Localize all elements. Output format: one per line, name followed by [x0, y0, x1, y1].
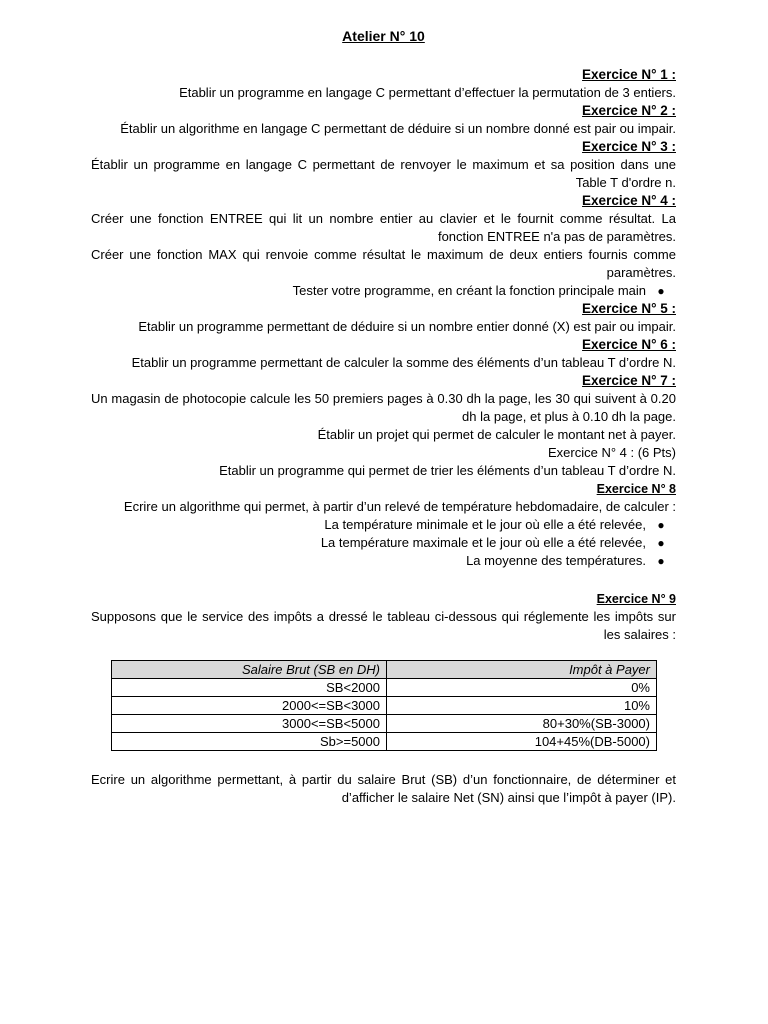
exercise-6-text: Etablir un programme permettant de calculer la somme des éléments d’un tableau T d’ordre N.: [131, 355, 676, 370]
header-tax: Impôt à Payer: [387, 661, 657, 679]
exercise-4-heading: Exercice N° 4 :: [582, 193, 676, 208]
exercise-7-heading: Exercice N° 7 :: [582, 373, 676, 388]
exercise-7-line-2: Établir un projet qui permet de calculer le montant net à payer.: [317, 427, 676, 442]
exercise-4-text-1: Créer une fonction ENTREE qui lit un nombre entier au clavier et le fournit comme résultat. La fonction ENTREE n'a pas de paramètres.: [91, 211, 676, 244]
exercise-8-heading: Exercice N° 8: [596, 482, 676, 496]
exercise-4b-text: Etablir un programme qui permet de trier les éléments d’un tableau T d’ordre N.: [219, 463, 676, 478]
salary-cell: SB<2000: [112, 679, 387, 697]
table-row: [112, 733, 657, 751]
bullet-text: La moyenne des températures.: [466, 553, 646, 568]
bullet-text: La température maximale et le jour où elle a été relevée,: [320, 535, 646, 550]
exercise-9-intro: Supposons que le service des impôts a dressé le tableau ci-dessous qui réglemente les impôts sur les salaires :: [91, 609, 676, 642]
bullet-icon: ●: [657, 518, 665, 532]
exercise-4-text-2: Créer une fonction MAX qui renvoie comme résultat le maximum de deux entiers fournis comme paramètres.: [91, 247, 676, 280]
table-row: [112, 679, 657, 697]
table-row: [112, 697, 657, 715]
exercise-8-bullet-2: [91, 534, 676, 552]
document-page: [91, 24, 676, 807]
table-row: [112, 715, 657, 733]
header-salary: Salaire Brut (SB en DH): [112, 661, 387, 679]
tax-table: [111, 660, 657, 751]
salary-cell: 3000<=SB<5000: [112, 715, 387, 733]
exercise-8-bullet-1: [91, 516, 676, 534]
exercise-8-text: Ecrire un algorithme qui permet, à partir d’un relevé de température hebdomadaire, de calculer :: [123, 499, 676, 514]
exercise-6-heading: Exercice N° 6 :: [582, 337, 676, 352]
salary-cell: 2000<=SB<3000: [112, 697, 387, 715]
tax-cell: 0%: [387, 679, 657, 697]
exercise-2-text: Établir un algorithme en langage C permettant de déduire si un nombre donné est pair ou impair.: [120, 121, 676, 136]
bullet-icon: ●: [657, 284, 665, 298]
exercise-3-heading: Exercice N° 3 :: [582, 139, 676, 154]
exercise-5-text: Etablir un programme permettant de déduire si un nombre entier donné (X) est pair ou impair.: [138, 319, 676, 334]
exercise-4-bullet: [91, 282, 676, 300]
exercise-9-heading: Exercice N° 9: [596, 592, 676, 606]
exercise-8-bullet-3: [91, 552, 676, 570]
bullet-icon: ●: [657, 554, 665, 568]
tax-table-header-row: [112, 661, 657, 679]
bullet-icon: ●: [657, 536, 665, 550]
exercise-3-text: Établir un programme en langage C permettant de renvoyer le maximum et sa position dans une Table T d'ordre n.: [91, 157, 676, 190]
tax-cell: 10%: [387, 697, 657, 715]
exercise-1-text: Etablir un programme en langage C permettant d’effectuer la permutation de 3 entiers.: [179, 85, 676, 100]
exercise-2-heading: Exercice N° 2 :: [582, 103, 676, 118]
bullet-text: La température minimale et le jour où elle a été relevée,: [324, 517, 646, 532]
page-title: Atelier N° 10: [342, 28, 425, 44]
exercise-1-heading: Exercice N° 1 :: [582, 67, 676, 82]
exercise-7-text: Un magasin de photocopie calcule les 50 premiers pages à 0.30 dh la page, les 30 qui suivent à 0.20 dh la page, et plus à 0.10 dh la page.: [91, 391, 676, 424]
exercise-9-outro: Ecrire un algorithme permettant, à partir du salaire Brut (SB) d’un fonctionnaire, de déterminer et d’afficher le salaire Net (SN) ainsi que l’impôt à payer (IP).: [91, 772, 676, 805]
bullet-text: Tester votre programme, en créant la fonction principale main: [292, 283, 646, 298]
salary-cell: Sb>=5000: [112, 733, 387, 751]
exercise-4b-heading: Exercice N° 4 : (6 Pts): [547, 445, 676, 460]
exercise-5-heading: Exercice N° 5 :: [582, 301, 676, 316]
tax-cell: 104+45%(DB-5000): [387, 733, 657, 751]
tax-cell: 80+30%(SB-3000): [387, 715, 657, 733]
